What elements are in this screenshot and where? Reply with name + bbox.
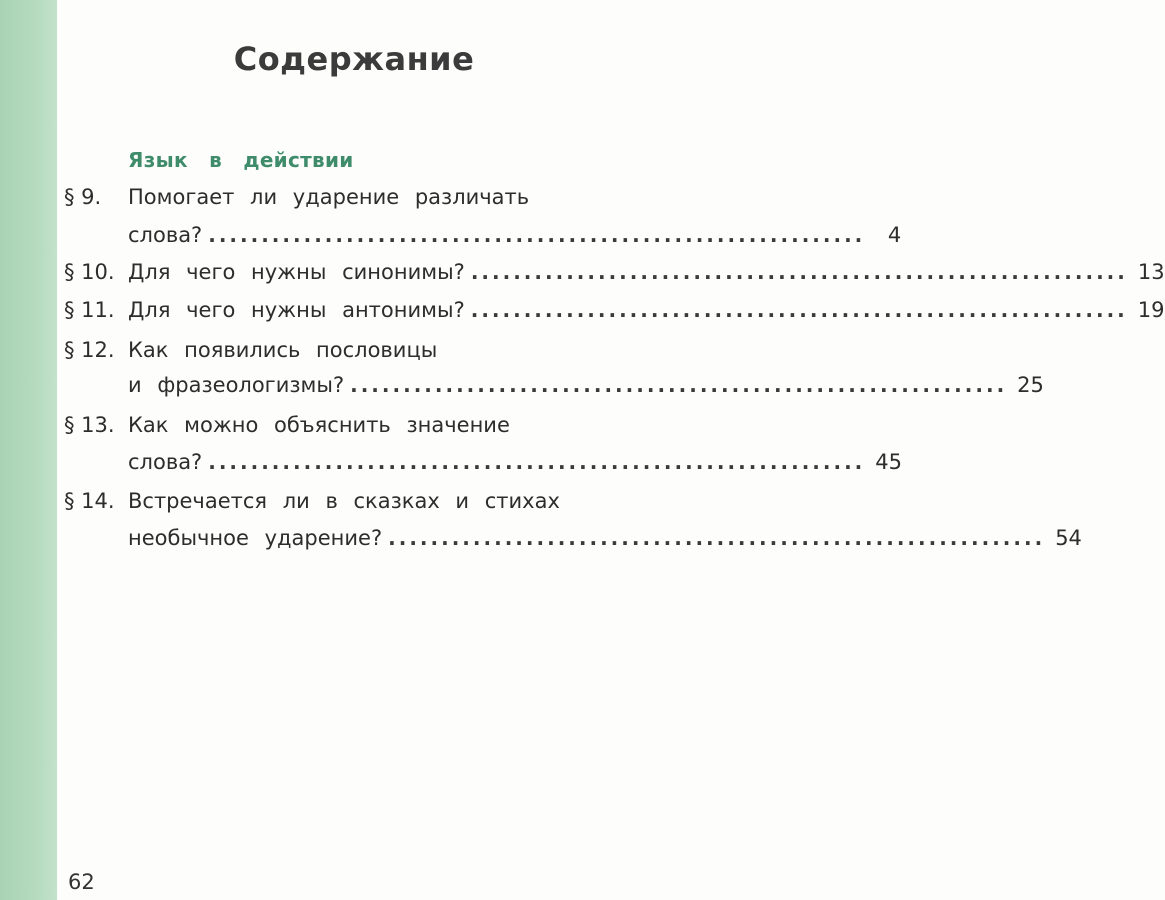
toc-entry-9[interactable] <box>64 181 627 213</box>
toc-entry-10[interactable] <box>64 256 1165 288</box>
toc-entry-title: слова? <box>128 450 203 474</box>
dot-leader: .............................................................. <box>388 526 1046 550</box>
toc-entry-13-continuation[interactable] <box>64 446 903 478</box>
dot-leader: .............................................................. <box>470 298 1128 322</box>
toc-entry-title: Как можно объяснить значение <box>128 413 510 437</box>
toc-entry-14-continuation[interactable] <box>64 522 1082 554</box>
dot-leader: .............................................................. <box>208 223 866 247</box>
toc-entry-title: Для чего нужны синонимы? <box>128 260 465 284</box>
toc-entry-title: Помогает ли ударение различать <box>128 185 530 209</box>
toc-page-number: 19 <box>1137 298 1165 322</box>
toc-page-number: 4 <box>887 223 902 247</box>
toc-entry-title: Для чего нужны антонимы? <box>128 298 465 322</box>
toc-entry-9-continuation[interactable] <box>64 219 902 251</box>
page-title: Содержание <box>233 40 475 78</box>
toc-entry-13[interactable] <box>64 409 627 441</box>
toc-page-number: 54 <box>1055 526 1082 550</box>
toc-page-number: 25 <box>1017 373 1044 397</box>
toc-entry-12[interactable] <box>64 334 627 366</box>
section-heading: Язык в действии <box>128 148 354 172</box>
toc-entry-14[interactable] <box>64 485 627 517</box>
toc-entry-number: § 12. <box>64 338 115 362</box>
dot-leader: .............................................................. <box>350 373 1008 397</box>
toc-page-number: 13 <box>1137 260 1165 284</box>
toc-entry-title: слова? <box>128 223 203 247</box>
dot-leader: .............................................................. <box>208 450 866 474</box>
page-number: 62 <box>68 870 95 894</box>
toc-entry-title: и фразеологизмы? <box>128 373 345 397</box>
toc-page-number: 45 <box>875 450 903 474</box>
toc-entry-title: Как появились пословицы <box>128 338 438 362</box>
dot-leader: .............................................................. <box>470 260 1128 284</box>
toc-entry-number: § 10. <box>64 260 115 284</box>
green-side-bar <box>0 0 57 900</box>
toc-entry-number: § 9. <box>64 185 102 209</box>
toc-entry-11[interactable] <box>64 294 1165 326</box>
toc-entry-number: § 14. <box>64 489 115 513</box>
toc-entry-number: § 11. <box>64 298 115 322</box>
toc-entry-number: § 13. <box>64 413 115 437</box>
toc-entry-title: Встречается ли в сказках и стихах <box>128 489 560 513</box>
toc-entry-12-continuation[interactable] <box>64 369 1044 401</box>
toc-entry-title: необычное ударение? <box>128 526 383 550</box>
